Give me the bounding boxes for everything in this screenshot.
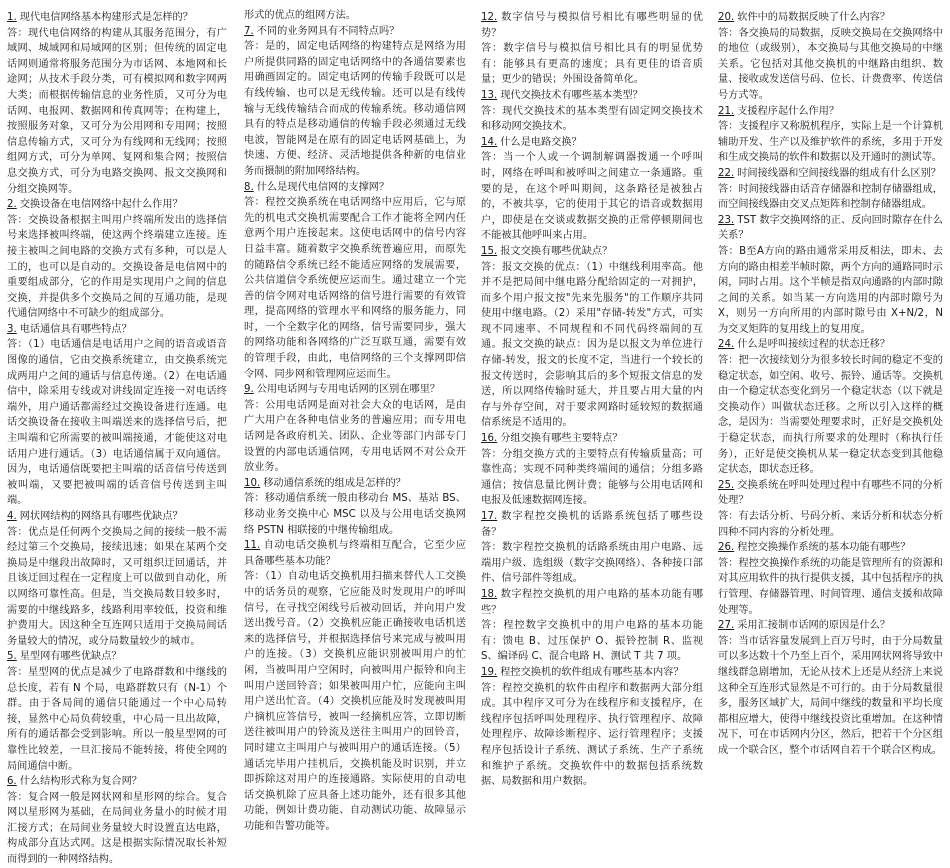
question xyxy=(481,135,703,151)
question-text: 移动通信系统的组成是怎样的？ xyxy=(263,477,406,489)
q-num: 12. xyxy=(481,12,498,23)
q-num: 25. xyxy=(718,479,735,491)
question-text: 程控交换操作系统的基本功能有哪些？ xyxy=(737,542,911,554)
question-text: 现代电信网络基本构建形式是怎样的？ xyxy=(19,12,193,23)
question-text: 程控交换机的软件组成有哪些基本内容？ xyxy=(500,666,684,678)
answer-text: 答：（1）自动电话交换机用扫描来替代人工交换中的话务员的观察，它应能及时发现用户的呼叫信号，在寻找空闲线号后被动回话，并向用户发送出拨号音。（2）交换机应能正确接收电话机送来的选择信号，并根据选择信号来完成与被叫用户的连接。（3）交换机应能识别被叫用户的忙闲，当被叫用户空闲时，向被叫用户振铃和向主叫用户送回铃音；如果被叫用户忙，应能向主叫用户送出忙音。（4）交换机应能及时发现被叫用户摘机应答信号，被叫一经摘机应答，立即切断送往被叫用户的铃流及送往主叫用户的回铃音，同时建立主叫用户与被叫用户的通话连接。（5）通话完毕用户挂机后，交换机能及时识别，并立即拆除这对用户的连接通路。实际使用的自动电话交换机除了应具备上述功能外，还有很多其他功能，例如计费功能、自动测试功能、故障显示功能和告警功能等。 xyxy=(244,571,466,832)
q-num: 8. xyxy=(244,181,254,193)
question xyxy=(718,478,943,509)
qa-item xyxy=(481,509,703,587)
question xyxy=(244,24,466,40)
answer-text: 答：现代电信网络的构建从其服务范围分，有广域网、城域网和局域网的区别；但传统的固定电话网则通常将服务范围分为市话网、本地网和长途网；从技术手段分类，可有模拟网和数字网两大类；而根据传输信息的业务性质，又可分为电话网、电报网、数据网和传真网等；在构建上，按照服务对象，又可分为公用网和专用网；按照信息传输方式，又可分为有线网和无线网；按照组网方式，可分为单网、复网和集合网；按照信息交换方式，可分为电路交换网、报文交换网和分组交换网等。 xyxy=(7,27,227,195)
q-num: 20. xyxy=(718,12,735,23)
question-text: 软件中的局数据反映了什么内容？ xyxy=(737,12,891,23)
qa-item xyxy=(481,587,703,665)
answer-text: 答：优点是任何两个交换局之间的接续一般不需经过第三个交换局，接续迅速；如果在某两个交换局是中继段出故障时，又可组织迂回通话，并且该迂回过程在一定程度上可以做到自动化，所以网络可靠性高。但是，当交换局数目较多时，需要的中继线路多，线路利用率较低，投资和维护费用大。因这种全互连网只适用于交换局间话务量较大的情况，或分局数量较少的城市。 xyxy=(7,526,227,647)
q-num: 11. xyxy=(244,540,261,552)
question-text: 报文交换有哪些优缺点？ xyxy=(500,245,613,257)
qa-item xyxy=(718,213,943,338)
question-text: 公用电话网与专用电话网的区别在哪里？ xyxy=(256,384,441,396)
qa-item xyxy=(481,431,703,509)
q-num: 10. xyxy=(244,477,261,489)
qa-item xyxy=(718,104,943,166)
question-text: 数字信号与模拟信号相比有哪些明显的优势？ xyxy=(481,12,703,39)
answer-text: 答：程控交换机的软件由程序和数据两大部分组成。其中程序又可分为在线程序和支援程序，在线程序包括呼叫处理程序、执行管理程序、故障处理程序、故障诊断程序、运行管理程序；支援程序包括设计子系统、测试子系统、生产子系统和维护子系统。交换软件中的数据包括系统数据、局数据和用户数据。 xyxy=(481,682,703,788)
q-num: 4. xyxy=(7,511,17,522)
question-text: 交换系统在呼叫处理过程中有哪些不同的分析处理？ xyxy=(718,479,943,507)
answer-text: 答：有去话分析、号码分析、来话分析和状态分析四种不同内容的分析处理。 xyxy=(718,511,943,538)
question-text: 现代交换技术有哪些基本类型？ xyxy=(500,89,643,101)
qa-item xyxy=(7,10,227,197)
answer-text: 答：程控交换操作系统的功能是管理所有的资源和对其应用软件的执行提供支援，其中包括程序的执行管理、存储器管理、时间管理、通信支援和故障处理等。 xyxy=(718,557,943,616)
answer-text: 答：程控交换系统在电话网络中应用后，它与原先的机电式交换机需要配合工作才能将全网内任意两个用户连接起来。这使电话网中的信号内容日益丰富。随着数字交换系统普遍应用，而原先的随路信令系统已经不能适应网络的发展需要，公共信道信令系统便应运而生。通过建立一个完善的信令网对电话网络的信号进行需要的有效管理，提高网络的管理水平和网络的服务能力，同时，一个全数字化的网络，信号需要同步，强大的网络功能和各网络的广泛互联互通，需要有效的管理手段，由此，电信网络的三个支撑网即信令网、同步网和管理网应运而生。 xyxy=(244,197,466,380)
qa-item xyxy=(7,774,227,868)
q-num: 13. xyxy=(481,89,498,101)
q-num: 27. xyxy=(718,620,735,632)
answer-text: 答：B至A方向的路由通常采用反相法，即未、去方向的路由相差半帧时隙，两个方向的通路同时示闲，同时占用。这个半帧是指双向通路的内部时隙之间的关系。如当某一方向选用的内部时隙号为 X，则另一方向所用的内部时隙号由 X+N/2，N 为交叉矩阵的复用线上的复用度。 xyxy=(718,245,943,335)
q-num: 18. xyxy=(481,588,498,600)
qa-item xyxy=(244,538,466,834)
continued-text: 形式的优点的组网方法。 xyxy=(244,10,357,21)
question-text: 电话通信具有哪些特点？ xyxy=(19,323,132,335)
answer-text: 答：数字信号与模拟信号相比具有的明显优势有：能够具有更高的速度；具有更佳的语音质量；更少的错误；外围设备简单化。 xyxy=(481,43,703,86)
qa-item xyxy=(718,618,943,758)
question xyxy=(244,476,466,492)
question-text: 时间接线器和空间接线器的组成有什么区别？ xyxy=(737,167,941,179)
qa-item xyxy=(718,337,943,477)
qa-item xyxy=(244,382,466,476)
qa-item xyxy=(244,180,466,383)
question xyxy=(244,538,466,569)
answer-text: 答：复合网一般是网状网和星形网的综合。复合网以星形网为基础，在局间业务量小的时候才用汇接方式；在局间业务量较大时设置直达电路，构成部分直达式网。这是根据实际情况取长补短而得到的一种网络结构。 xyxy=(7,791,227,866)
q-num: 16. xyxy=(481,433,498,445)
question xyxy=(481,10,703,41)
question xyxy=(7,322,227,338)
answer-text: 答：移动通信系统一般由移动台 MS、基站 BS、移动业务交换中心 MSC 以及与公用电话交换网络 PSTN 相联接的中继传输组成。 xyxy=(244,493,466,536)
q-num: 1. xyxy=(7,12,17,23)
question xyxy=(481,665,703,681)
qa-item xyxy=(718,166,943,213)
question xyxy=(481,244,703,260)
question xyxy=(244,180,466,196)
question-text: 什么是现代电信网的支撑网？ xyxy=(256,181,390,193)
question-text: 不同的业务网具有不同特点吗？ xyxy=(256,25,400,37)
q-num: 23. xyxy=(718,214,735,226)
question xyxy=(718,213,943,244)
question-text: 什么是电路交换？ xyxy=(500,136,582,148)
q-num: 22. xyxy=(718,167,735,179)
qa-item xyxy=(481,10,703,88)
q-num: 19. xyxy=(481,666,498,678)
q-num: 17. xyxy=(481,511,498,522)
answer-text: 答：（1）电话通信是电话用户之间的语音或语音图像的通信，它由交换系统建立，由交换系统完成两用户之间的通话与信息传递。（2）在电话通信中，除采用专线或对讲线固定连接一对电话终端外，用户通话都需经过交换设备进行连通。电话交换设备在接收主叫端送来的选择信号后，把主叫端和它所需要的被叫端接通，才能使这对电话用户进行通话。（3）电话通信属于双向通信。因为，电话通信既要把主叫端的话音信号传送到被叫端，又要把被叫端的话音信号传送到主叫端。 xyxy=(7,339,227,507)
answer-text: 答：交换设备根据主叫用户终端所发出的选择信号来选择被叫终端，使这两个终端建立连接。连接主被叫之间电路的交换方式有多种，可以是人工的，也可以是自动的。交换设备是电信网中的重要组成部分，它的作用是实现用户之间的信息交换，并提供多个交换局之间的互通功能，是现代通信网络中不可缺少的组成部分。 xyxy=(7,214,227,320)
question xyxy=(7,509,227,525)
answer-text: 答：分组交换方式的主要特点有传输质量高；可靠性高；实现不同种类终端间的通信；分组多路通信；按信息量比例计费；能够与公用电话网和电报及低速数据网连接。 xyxy=(481,448,703,507)
question xyxy=(481,431,703,447)
qa-item xyxy=(718,10,943,104)
question-text: 什么是呼叫接续过程的状态迁移？ xyxy=(737,339,891,351)
q-num: 5. xyxy=(7,651,17,663)
answer-text: 答：当一个人或一个调制解调器拨通一个呼叫时，网络在呼叫和被呼叫之间建立一条通路。重要的是，在这个呼叫期间，这条路径是被独占的，不被共享，它的使用于其它的语音或数据用户，即使是在交谈或数据交换的正常停顿期间也不能被其他呼叫来占用。 xyxy=(481,152,703,242)
question-text: 支援程序起什么作用？ xyxy=(737,105,840,117)
question-text: 交换设备在电信网络中起什么作用？ xyxy=(19,199,183,211)
question-text: 星型网有哪些优缺点？ xyxy=(19,651,122,663)
answer-text: 答：当市话容量发展到上百万号时，由于分局数量可以多达数十个乃至上百个，采用网状网将导致中继线群急剧增加，无论从技术上还是从经济上来说这种全互连形式显然是不可行的。由于分局数量很多，服务区域扩大，局间中继线的数量和平均长度都相应增大，使得中继线投资比重增加。在这种情况下，可在市话网内分区，然后，把若干个分区组成一个联合区，整个市话网自若干个联合区构成。 xyxy=(718,635,943,756)
answer-text: 答：把一次接续划分为很多较长时间的稳定不变的稳定状态，如空闲、收号、振铃、通话等。交换机由一个稳定状态变化到另一个稳定状态（以下就是交换动作）叫做状态迁移。之所以引入这样的概念，是因为：当需要处理要求时，正好是交换机处于稳定状态，而执行所要求的处理时（称执行任务），正好是使交换机从某一稳定状态变到其他稳定状态，即状态迁移。 xyxy=(718,355,943,476)
answer-text: 答：时间接线器由话音存储器和控制存储器组成，而空间接线器由交叉点矩阵和控制存储器组成。 xyxy=(718,183,943,211)
qa-item xyxy=(7,509,227,649)
answer-text: 答：是的，固定电话网络的构建特点是网络为用户所提供同路的固定电话网络中的各通信要素也用确画固定的。固定电话网的传输手段既可以是有线传输、也可以是无线传输。还可以是有线传输与无线传输结合而成的传输系统。移动通信网具有的特点是移动通信的传输手段必须通过无线电波，智能网是在原有的固定电话网基础上，为快速、方便、经济、灵活地提供各种新的电信业务而摄制的附加网络结构。 xyxy=(244,41,466,177)
question xyxy=(481,88,703,104)
question xyxy=(481,587,703,618)
q-num: 26. xyxy=(718,542,735,554)
question xyxy=(7,649,227,665)
question-text: TST 数字交换网络的正、反向回时隙存在什么关系？ xyxy=(718,214,943,242)
column-1 xyxy=(7,10,227,866)
answer-text: 答：支援程序又称脱机程序，实际上是一个计算机辅助开发、生产以及维护软件的系统，多用于开发和生成交换局的软件和数据以及开通时的测试等。 xyxy=(718,121,943,164)
q-num: 6. xyxy=(7,776,17,788)
qa-item xyxy=(7,197,227,322)
q-num: 7. xyxy=(244,25,254,37)
qa-item xyxy=(7,649,227,774)
question xyxy=(481,509,703,540)
q-num: 15. xyxy=(481,245,498,257)
question-text: 什么结构形式称为复合网？ xyxy=(19,776,142,788)
q-num: 21. xyxy=(718,105,735,117)
qa-item xyxy=(718,478,943,540)
qa-item xyxy=(481,665,703,790)
qa-item xyxy=(7,322,227,509)
question xyxy=(244,382,466,398)
answer-text: 答：各交换局的局数据，反映交换局在交换网络中的地位（或级别），本交换局与其他交换局的中继关系。它包括对其他交换机的中继路由组织、数量、接收或发送信号码、位长、计费费率、传送信号方式等。 xyxy=(718,27,943,101)
column-2 xyxy=(244,8,466,832)
question xyxy=(7,197,227,213)
q-num: 9. xyxy=(244,384,254,396)
question xyxy=(718,337,943,353)
question xyxy=(718,540,943,556)
column-3 xyxy=(481,10,703,788)
answer-text: 答：报文交换的优点：（1）中继线利用率高。他并不是把局间中继电路分配给固定的一对拥护，而多个用户报文按"先来先服务"的工作顺序共同使用中继电路。（2）采用"存储-转发"方式，可实现不同速率、不同规程和不同代码终端间的互通。报文交换的缺点：因为是以报文为单位进行存储-转发，报文的长度不定，当进行一个较长的报文传送时，会影响其后的多个短报文信息的发送，所以网络传输时延大，并且要占用大量的内存与外存空间，对于要求网路时延较短的数据通信系统是不适用的。 xyxy=(481,261,703,429)
column-4 xyxy=(718,10,943,756)
question-text: 采用汇接制市话网的原因是什么？ xyxy=(737,620,891,632)
qa-item xyxy=(481,88,703,135)
answer-text: 答：公用电话网是面对社会大众的电话网，是由广大用户在各种电信业务的普遍应用；而专用电话网是各政府机关、团队、企业等部门内部专门设置的内部电话通信网，专用电话网不对公众开放业务。 xyxy=(244,399,466,474)
qa-item xyxy=(481,244,703,431)
qa-item xyxy=(244,24,466,180)
question xyxy=(718,166,943,182)
question-text: 自动电话交换机与终端相互配合，它至少应具备哪些基本功能？ xyxy=(244,540,466,567)
q-num: 24. xyxy=(718,339,735,351)
question xyxy=(718,10,943,26)
answer-text: 答：星型网的优点是减少了电路群数和中继线的总长度，若有 N 个局，电路群数只有（N-1）个群。由于各局间的通信只能通过一个中心局转接，显然中心局负荷较重，中心局一旦出故障，所有的通话都会受到影响。所以一般星型网的可靠性比较差，一旦汇接局不能转接，将使全网的局间通信中断。 xyxy=(7,666,227,772)
question xyxy=(7,10,227,26)
question-text: 网状网结构的网络具有哪些优缺点？ xyxy=(19,511,183,522)
q-num: 3. xyxy=(7,323,17,335)
answer-text: 答：现代交换技术的基本类型有固定网交换技术和移动网交换技术。 xyxy=(481,105,703,133)
question xyxy=(718,104,943,120)
question-text: 分组交换有哪些主要特点？ xyxy=(500,433,623,445)
answer-text: 答：程控数字交换机中的用户电路的基本功能有：馈电 B、过压保护 O、振铃控制 R、监视 S、编译码 C、混合电路 H、测试 T 共 7 项。 xyxy=(481,620,703,663)
q-num: 2. xyxy=(7,199,17,211)
qa-item xyxy=(718,540,943,618)
question xyxy=(718,618,943,634)
question xyxy=(7,774,227,790)
question-text: 数字程控交换机的话路系统包括了哪些设备？ xyxy=(481,511,703,538)
qa-item xyxy=(244,476,466,538)
answer-text: 答：数字程控交换机的话路系统由用户电路、远端用户级、选组级（数字交换网络）、各种接口部件、信号部件等组成。 xyxy=(481,542,703,585)
qa-item xyxy=(481,135,703,244)
q-num: 14. xyxy=(481,136,498,148)
question-text: 数字程控交换机的用户电路的基本功能有哪些？ xyxy=(481,588,703,616)
